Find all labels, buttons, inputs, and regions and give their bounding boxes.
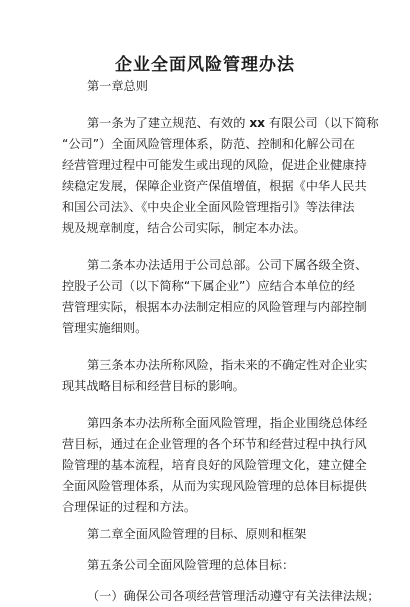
document-body [62,76,380,607]
paragraph-line: 管理实施细则。 [62,321,148,335]
paragraph-line [62,113,379,134]
paragraph-line: “公司”）全面风险管理体系，防范、控制和化解公司在 [62,137,355,151]
paragraph-line: 控股子公司（以下简称“下属企业”）应结合本单位的经 [62,279,355,293]
paragraph-line: 营管理实际，根据本办法制定相应的风险管理与内部控制 [62,300,367,314]
paragraph-line: 和国公司法》、《中央企业全面风险管理指引》等法律法 [62,200,355,214]
paragraph-line: 现其战略目标和经营目标的影响。 [62,379,245,393]
article-1-text-start: 第一条为了建立规范、有效的 [87,116,250,130]
paragraph-line: 续稳定发展，保障企业资产保值增值，根据《中华人民共 [62,179,367,193]
chapter-heading: 第二章全面风险管理的目标、原则和框架 [87,527,307,541]
paragraph-line: 第三条本办法所称风险，指未来的不确定性对企业实 [87,358,368,372]
paragraph-line: 第二条本办法适用于公司总部。公司下属各级全资、 [87,258,368,272]
paragraph-line: 险管理的基本流程，培育良好的风险管理文化，建立健全 [62,458,367,472]
article-1 [62,113,379,239]
document-title: 企业全面风险管理办法 [115,55,295,75]
paragraph-line: 经营管理过程中可能发生或出现的风险，促进企业健康持 [62,158,367,172]
paragraph-line: 全面风险管理体系，从而为实现风险管理的总体目标提供 [62,479,367,493]
paragraph-line: 营目标，通过在企业管理的各个环节和经营过程中执行风 [62,437,367,451]
company-placeholder: xx [249,116,266,130]
chapter-heading: 第一章总则 [87,79,148,93]
paragraph-line: 合理保证的过程和方法。 [62,500,197,514]
article-2 [62,255,368,339]
paragraph-line: 规及规章制度，结合公司实际，制定本办法。 [62,221,306,235]
paragraph-line: 第四条本办法所称全面风险管理，指企业围绕总体经 [87,416,368,430]
article-3 [62,355,368,397]
article-5: 第五条公司全面风险管理的总体目标： [87,558,295,572]
article-1-text-end: 有限公司（以下简称 [265,116,379,130]
article-4 [62,413,368,518]
list-item: （一）确保公司各项经营管理活动遵守有关法律法规； [87,589,380,603]
